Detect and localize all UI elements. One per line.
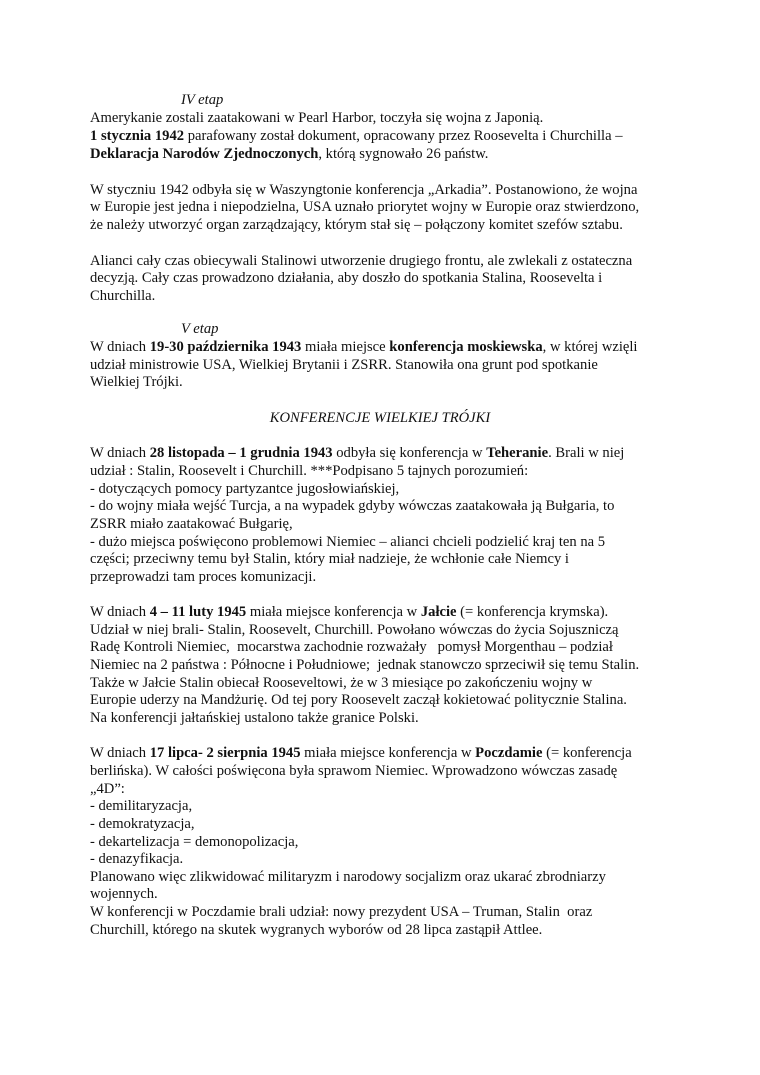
- text-line: Europie uderzy na Mandżurię. Od tej pory Roosevelt zaczął kokietować politycznie Stalina.: [90, 692, 627, 708]
- text-line: „4D”:: [90, 781, 125, 797]
- text-line: - demilitaryzacja,: [90, 798, 193, 814]
- text-line: decyzją. Cały czas prowadzono działania, aby doszło do spotkania Stalina, Roosevelta i: [90, 270, 603, 286]
- text-line: że należy utworzyć organ zarządzający, którym stał się – połączony komitet szefów sztabu.: [90, 217, 623, 233]
- text-line: - demokratyzacja,: [90, 816, 195, 832]
- text-line: Radę Kontroli Niemiec, mocarstwa zachodnie rozważały pomysł Morgenthau – podział: [90, 639, 613, 655]
- bold-date: 4 – 11 luty 1945: [149, 604, 247, 620]
- text-line: części; przeciwny temu był Stalin, który miał nadzieje, że wchłonie całe Niemcy i: [90, 551, 569, 567]
- text-line: - dekartelizacja = demonopolizacja,: [90, 834, 299, 850]
- text-line: 1 stycznia 1942 parafowany został dokument, opracowany przez Roosevelta i Churchilla –: [90, 128, 623, 144]
- text-line: wojennych.: [90, 886, 158, 902]
- bold-place: Teheranie: [486, 445, 549, 461]
- bold-document-name: Deklaracja Narodów Zjednoczonych: [90, 146, 319, 162]
- text-line: berlińska). W całości poświęcona była sprawom Niemiec. Wprowadzono wówczas zasadę: [90, 763, 618, 779]
- section-heading: KONFERENCJE WIELKIEJ TRÓJKI: [269, 410, 491, 426]
- text-line: w Europie jest jedna i niepodzielna, USA uznało priorytet wojny w Europie oraz stwierdzono,: [90, 199, 640, 215]
- text-line: ZSRR miało zaatakować Bułgarię,: [90, 516, 293, 532]
- text-line: udział : Stalin, Roosevelt i Churchill. ***Podpisano 5 tajnych porozumień:: [90, 463, 529, 479]
- text-line: przeprowadzi tam proces komunizacji.: [90, 569, 317, 585]
- bold-conference-name: konferencja moskiewska: [389, 339, 543, 355]
- text-line: W styczniu 1942 odbyła się w Waszyngtonie konferencja „Arkadia”. Postanowiono, że wojna: [90, 182, 638, 198]
- text-line: Churchilla.: [90, 288, 156, 304]
- text-line: W dniach 19-30 października 1943 miała miejsce konferencja moskiewska, w której wzięli: [90, 339, 638, 355]
- text-line: - do wojny miała wejść Turcja, a na wypadek gdyby wówczas zaatakowała ją Bułgaria, to: [90, 498, 615, 514]
- text-line: Udział w niej brali- Stalin, Roosevelt, Churchill. Powołano wówczas do życia Sojuszniczą: [90, 622, 619, 638]
- text-line: - dużo miejsca poświęcono problemowi Niemiec – alianci chcieli podzielić kraj ten na 5: [90, 534, 606, 550]
- bold-date: 28 listopada – 1 grudnia 1943: [149, 445, 333, 461]
- text-line: W dniach 17 lipca- 2 sierpnia 1945 miała miejsce konferencja w Poczdamie (= konferencja: [90, 745, 632, 761]
- text-line: Także w Jałcie Stalin obiecał Rooseveltowi, że w 3 miesiące po zakończeniu wojny w: [90, 675, 593, 691]
- text-line: Churchill, którego na skutek wygranych wyborów od 28 lipca zastąpił Attlee.: [90, 922, 543, 938]
- text-line: Amerykanie zostali zaatakowani w Pearl Harbor, toczyła się wojna z Japonią.: [90, 110, 544, 126]
- bold-date: 19-30 października 1943: [149, 339, 302, 355]
- bold-place: Jałcie: [420, 604, 457, 620]
- text-line: W dniach 4 – 11 luty 1945 miała miejsce konferencja w Jałcie (= konferencja krymska).: [90, 604, 609, 620]
- text-line: Wielkiej Trójki.: [90, 374, 183, 390]
- text-line: W dniach 28 listopada – 1 grudnia 1943 odbyła się konferencja w Teheranie. Brali w niej: [90, 445, 625, 461]
- text-line: - denazyfikacja.: [90, 851, 184, 867]
- bold-date: 1 stycznia 1942: [90, 128, 185, 144]
- etap-v-heading: V etap: [181, 321, 219, 337]
- text-line: udział ministrowie USA, Wielkiej Brytanii i ZSRR. Stanowiła ona grunt pod spotkanie: [90, 357, 598, 373]
- etap-iv-heading: IV etap: [181, 92, 224, 108]
- text-line: - dotyczących pomocy partyzantce jugosłowiańskiej,: [90, 481, 400, 497]
- text-line: W konferencji w Poczdamie brali udział: nowy prezydent USA – Truman, Stalin oraz: [90, 904, 593, 920]
- text-line: Deklaracja Narodów Zjednoczonych, którą sygnowało 26 państw.: [90, 146, 489, 162]
- bold-date: 17 lipca- 2 sierpnia 1945: [149, 745, 301, 761]
- text-line: Planowano więc zlikwidować militaryzm i narodowy socjalizm oraz ukarać zbrodniarzy: [90, 869, 606, 885]
- bold-place: Poczdamie: [475, 745, 543, 761]
- text-line: Alianci cały czas obiecywali Stalinowi utworzenie drugiego frontu, ale zwlekali z ostateczna: [90, 253, 633, 269]
- text-line: Na konferencji jałtańskiej ustalono także granice Polski.: [90, 710, 419, 726]
- text-line: Niemiec na 2 państwa : Północne i Południowe; jednak stanowczo sprzeciwił się temu Stalin.: [90, 657, 640, 673]
